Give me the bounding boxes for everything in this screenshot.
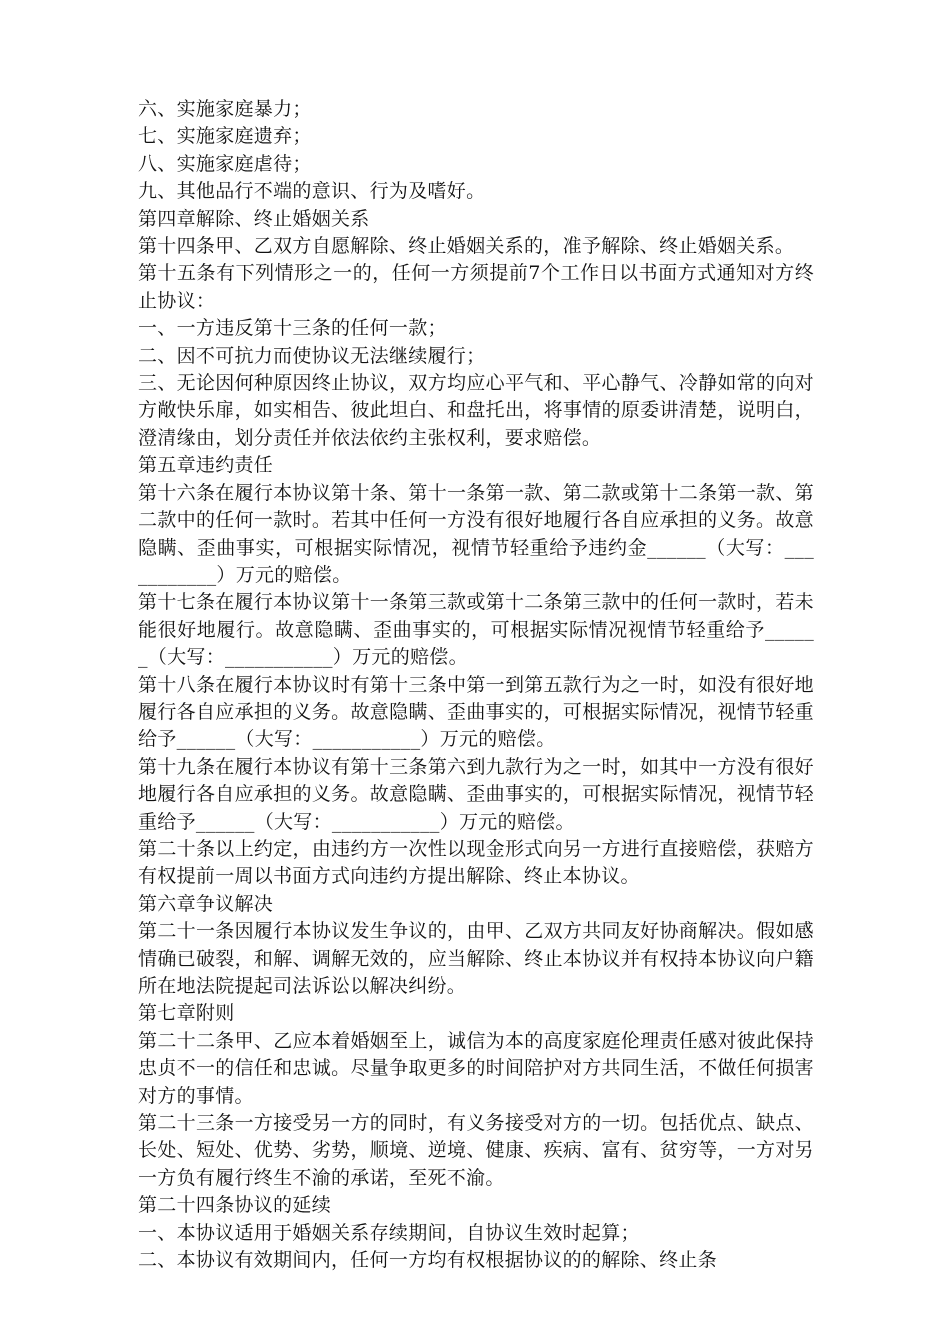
article-19: 第十九条在履行本协议有第十三条第六到九款行为之一时，如其中一方没有很好地履行各自应承担的义务。故意隐瞒、歪曲事实的，可根据实际情况，视情节轻重给予______（大写：___________）万元的赔偿。 (138, 755, 814, 833)
paragraph-clause-9: 九、其他品行不端的意识、行为及嗜好。 (138, 180, 486, 203)
article-20: 第二十条以上约定，由违约方一次性以现金形式向另一方进行直接赔偿，获赔方有权提前一周以书面方式向违约方提出解除、终止本协议。 (138, 837, 814, 888)
article-23: 第二十三条一方接受另一方的同时，有义务接受对方的一切。包括优点、缺点、长处、短处、优势、劣势，顺境、逆境、健康、疾病、富有、贫穷等，一方对另一方负有履行终生不渝的承诺，至死不渝。 (138, 1112, 814, 1189)
article-16: 第十六条在履行本协议第十条、第十一条第一款、第二款或第十二条第一款、第二款中的任何一款时。若其中任何一方没有很好地履行各自应承担的义务。故意隐瞒、歪曲事实，可根据实际情况，视情节轻重给予违约金______（大写：___________）万元的赔偿。 (138, 481, 814, 586)
article-22: 第二十二条甲、乙应本着婚姻至上，诚信为本的高度家庭伦理责任感对彼此保持忠贞不一的信任和忠诚。尽量争取更多的时间陪护对方共同生活，不做任何损害对方的事情。 (138, 1029, 814, 1107)
chapter-7-heading: 第七章附则 (138, 1002, 235, 1025)
article-21: 第二十一条因履行本协议发生争议的，由甲、乙双方共同友好协商解决。假如感情确已破裂，和解、调解无效的，应当解除、终止本协议并有权持本协议向户籍所在地法院提起司法诉讼以解决纠纷。 (138, 920, 814, 997)
article-14: 第十四条甲、乙双方自愿解除、终止婚姻关系的，准予解除、终止婚姻关系。 (138, 235, 795, 258)
paragraph-clause-6: 六、实施家庭暴力； (138, 98, 312, 120)
document-page (138, 96, 814, 1274)
article-17: 第十七条在履行本协议第十一条第三款或第十二条第三款中的任何一款时，若未能很好地履行。故意隐瞒、歪曲事实的，可根据实际情况视情节轻重给予______（大写：___________）万元的赔偿。 (138, 591, 814, 669)
article-24-item-2: 二、本协议有效期间内，任何一方均有权根据协议的的解除、终止条 (138, 1249, 718, 1272)
article-15: 第十五条有下列情形之一的，任何一方须提前7个工作日以书面方式通知对方终止协议： (138, 262, 814, 312)
article-24-item-1: 一、本协议适用于婚姻关系存续期间，自协议生效时起算； (138, 1221, 640, 1244)
chapter-4-heading: 第四章解除、终止婚姻关系 (138, 207, 370, 230)
article-18: 第十八条在履行本协议时有第十三条中第一到第五款行为之一时，如没有很好地履行各自应承担的义务。故意隐瞒、歪曲事实的，可根据实际情况，视情节轻重给予______（大写：___________）万元的赔偿。 (138, 673, 814, 751)
article-15-item-1: 一、一方违反第十三条的任何一款； (138, 317, 447, 340)
paragraph-clause-7: 七、实施家庭遗弃； (138, 125, 312, 148)
paragraph-clause-8: 八、实施家庭虐待； (138, 152, 312, 175)
article-15-item-2: 二、因不可抗力而使协议无法继续履行； (138, 344, 486, 367)
chapter-6-heading: 第六章争议解决 (138, 892, 274, 915)
chapter-5-heading: 第五章违约责任 (138, 454, 274, 477)
article-24: 第二十四条协议的延续 (138, 1194, 332, 1217)
article-15-item-3: 三、无论因何种原因终止协议，双方均应心平气和、平心静气、冷静如常的向对方敞快乐扉，如实相告、彼此坦白、和盘托出，将事情的原委讲清楚，说明白，澄清缘由，划分责任并依法依约主张权利，要求赔偿。 (138, 372, 814, 449)
